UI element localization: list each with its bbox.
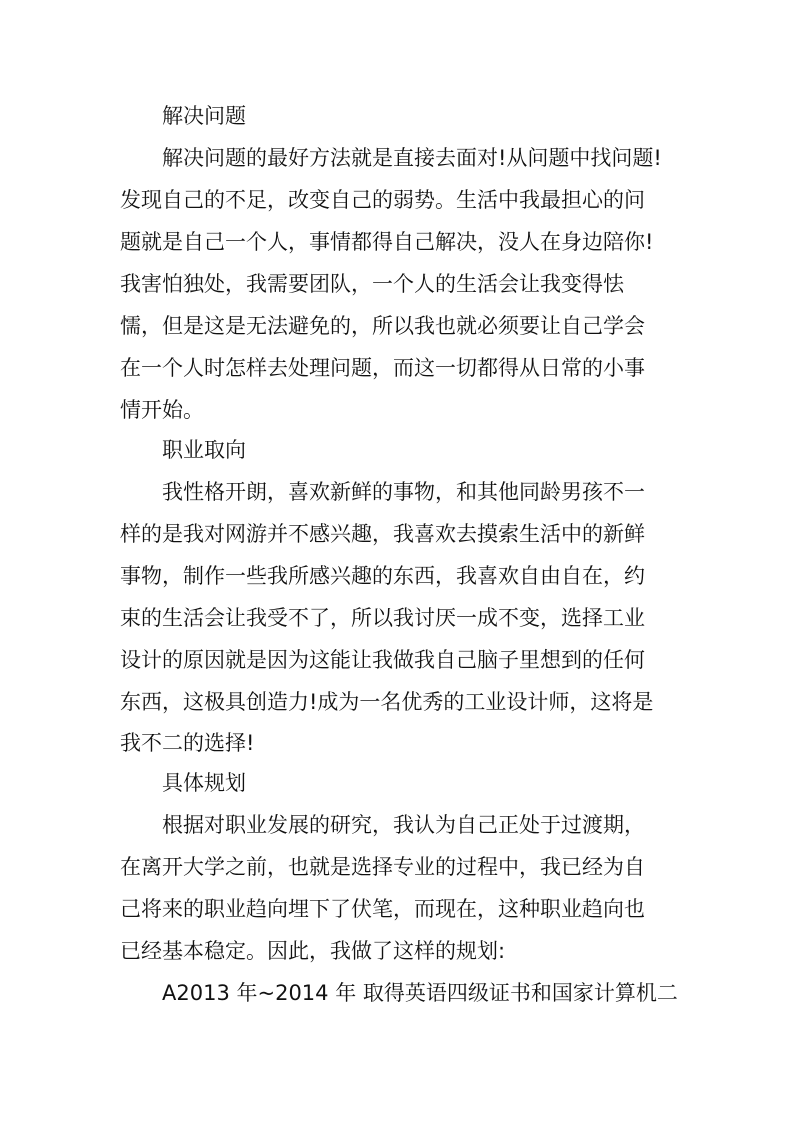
paragraph-line: 在一个人时怎样去处理问题，而这一切都得从日常的小事 [120,356,645,380]
paragraph-line: 根据对职业发展的研究，我认为自己正处于过渡期， [162,813,645,837]
paragraph-line: 题就是自己一个人，事情都得自己解决，没人在身边陪你! [120,230,654,254]
section-heading-problem-solving: 解决问题 [162,104,246,128]
paragraph-line: 设计的原因就是因为这能让我做我自己脑子里想到的任何 [120,648,645,672]
paragraph-line: 懦，但是这是无法避免的，所以我也就必须要让自己学会 [120,314,645,338]
paragraph-line: 情开始。 [120,398,204,422]
paragraph-line: 己将来的职业趋向埋下了伏笔，而现在，这种职业趋向也 [120,897,645,921]
paragraph-line: 束的生活会让我受不了，所以我讨厌一成不变，选择工业 [120,606,645,630]
paragraph-line: 发现自己的不足，改变自己的弱势。生活中我最担心的问 [120,188,645,212]
section-heading-career-orientation: 职业取向 [162,438,246,462]
paragraph-line: 东西，这极具创造力!成为一名优秀的工业设计师，这将是 [120,690,654,714]
paragraph-line: 事物，制作一些我所感兴趣的东西，我喜欢自由自在，约 [120,564,645,588]
paragraph-line: A2013 年~2014 年 取得英语四级证书和国家计算机二 [162,981,678,1005]
paragraph-line: 解决问题的最好方法就是直接去面对!从问题中找问题! [162,146,662,170]
paragraph-line: 我不二的选择! [120,731,255,755]
paragraph-line: 我性格开朗，喜欢新鲜的事物，和其他同龄男孩不一 [162,480,645,504]
paragraph-line: 在离开大学之前，也就是选择专业的过程中，我已经为自 [120,855,645,879]
paragraph-line: 我害怕独处，我需要团队，一个人的生活会让我变得怯 [120,272,624,296]
paragraph-line: 已经基本稳定。因此，我做了这样的规划: [120,939,506,963]
section-heading-specific-plan: 具体规划 [162,771,246,795]
paragraph-line: 样的是我对网游并不感兴趣，我喜欢去摸索生活中的新鲜 [120,522,645,546]
